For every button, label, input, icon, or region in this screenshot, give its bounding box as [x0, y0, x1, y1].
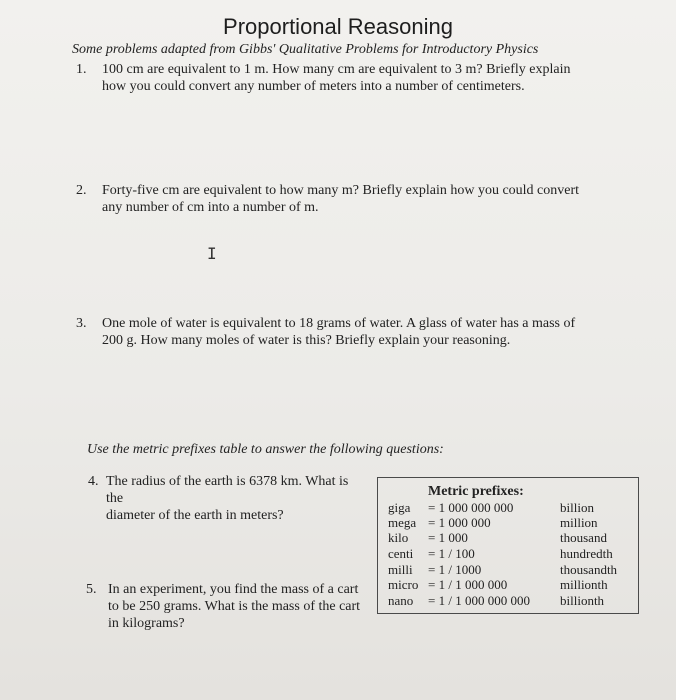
prefix-word: million	[560, 515, 598, 530]
question-line: 100 cm are equivalent to 1 m. How many cm are equivalent to 3 m? Briefly explain	[102, 62, 571, 77]
question-text	[108, 581, 364, 632]
question-line: in kilograms?	[108, 616, 185, 631]
prefix-value: = 1 / 1 000 000	[428, 577, 508, 592]
prefix-row-milli	[388, 562, 633, 578]
prefix-word: billion	[560, 500, 594, 515]
question-line: 200 g. How many moles of water is this? Briefly explain your reasoning.	[102, 333, 511, 348]
prefix-table-title: Metric prefixes:	[428, 484, 524, 499]
prefix-name: mega	[388, 515, 417, 530]
prefix-row-mega	[388, 515, 633, 531]
prefix-row-kilo	[388, 530, 633, 546]
question-text	[102, 182, 612, 216]
prefix-value: = 1 / 1 000 000 000	[428, 593, 530, 608]
prefix-value: = 1 000 000 000	[428, 500, 514, 515]
page-title: Proportional Reasoning	[223, 14, 453, 39]
question-number: 2.	[76, 183, 87, 198]
prefix-word: millionth	[560, 577, 608, 592]
prefix-word: thousand	[560, 530, 607, 545]
metric-prefixes-table	[377, 477, 639, 614]
question-text	[102, 61, 612, 95]
question-line: In an experiment, you find the mass of a cart	[108, 582, 359, 597]
prefix-row-giga	[388, 500, 633, 516]
prefix-name: milli	[388, 562, 413, 577]
prefix-word: thousandth	[560, 562, 618, 577]
prefix-name: kilo	[388, 530, 409, 545]
question-number: 3.	[76, 316, 87, 331]
question-line: diameter of the earth in meters?	[106, 508, 284, 523]
page-subtitle: Some problems adapted from Gibbs' Qualitative Problems for Introductory Physics	[72, 42, 539, 57]
question-text	[102, 315, 612, 349]
question-number: 5.	[86, 582, 97, 597]
prefix-row-micro	[388, 577, 633, 593]
prefix-name: micro	[388, 577, 419, 592]
prefix-value: = 1 / 1000	[428, 562, 482, 577]
question-line: how you could convert any number of meters into a number of centimeters.	[102, 79, 525, 94]
prefix-word: hundredth	[560, 546, 613, 561]
question-line: Forty-five cm are equivalent to how many m? Briefly explain how you could convert	[102, 183, 580, 198]
prefix-value: = 1 000 000	[428, 515, 491, 530]
prefix-name: nano	[388, 593, 414, 608]
question-number: 1.	[76, 62, 87, 77]
question-text	[106, 473, 368, 524]
question-line: The radius of the earth is 6378 km. What is the	[106, 474, 349, 506]
prefix-value: = 1 000	[428, 530, 468, 545]
question-line: One mole of water is equivalent to 18 grams of water. A glass of water has a mass of	[102, 316, 576, 331]
prefix-instruction: Use the metric prefixes table to answer the following questions:	[87, 442, 444, 457]
question-line: any number of cm into a number of m.	[102, 200, 319, 215]
prefix-row-nano	[388, 593, 633, 609]
prefix-name: giga	[388, 500, 411, 515]
prefix-value: = 1 / 100	[428, 546, 475, 561]
text-cursor-icon: I	[207, 244, 217, 263]
prefix-row-centi	[388, 546, 633, 562]
question-number: 4.	[88, 474, 99, 489]
prefix-name: centi	[388, 546, 414, 561]
question-line: to be 250 grams. What is the mass of the cart	[108, 599, 361, 614]
prefix-word: billionth	[560, 593, 605, 608]
